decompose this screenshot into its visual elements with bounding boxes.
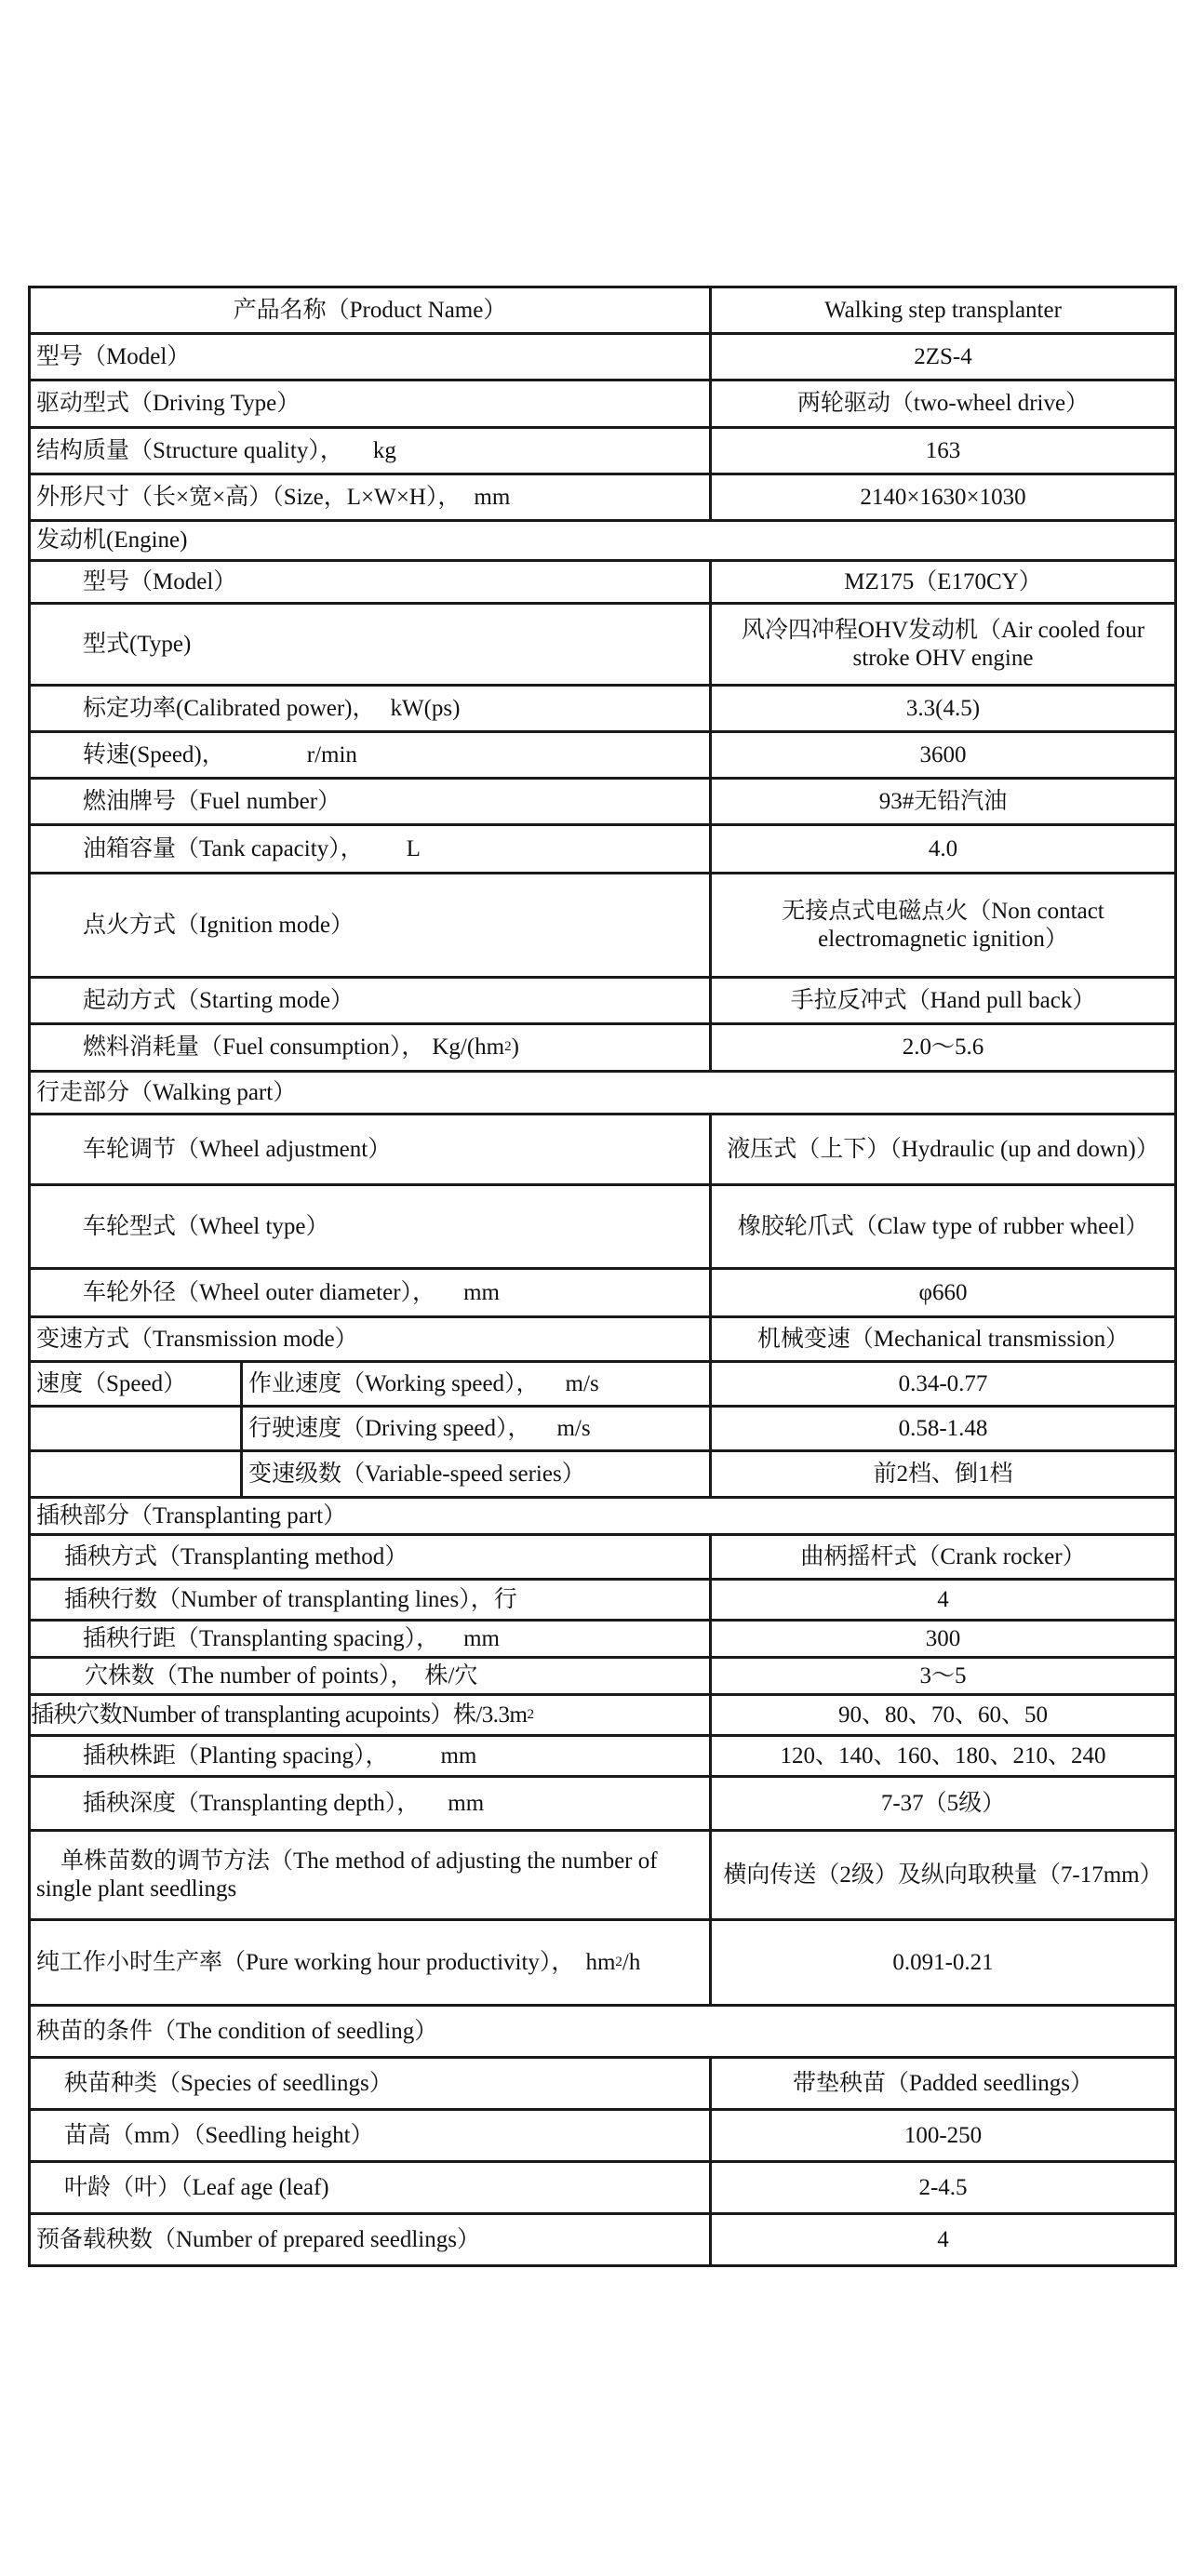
row-value: 100-250 xyxy=(711,2110,1176,2162)
row-label: 燃油牌号（Fuel number） xyxy=(30,779,711,825)
table-row xyxy=(30,380,1176,428)
row-label xyxy=(30,686,711,732)
row-value: 0.58-1.48 xyxy=(711,1407,1176,1451)
row-label xyxy=(30,1831,711,1920)
table-row xyxy=(30,334,1176,380)
label-text: 插秧穴数Number of transplanting acupoints）株/3.3m xyxy=(31,1702,528,1728)
empty-cell xyxy=(30,1451,242,1498)
row-label: 插秧方式（Transplanting method） xyxy=(30,1535,711,1580)
unit-text: hm xyxy=(585,1949,616,1975)
row-value: 93#无铅汽油 xyxy=(711,779,1176,825)
table-row xyxy=(30,1269,1176,1317)
row-value: 手拉反冲式（Hand pull back） xyxy=(711,978,1176,1024)
unit-text: mm xyxy=(463,1279,500,1305)
row-value: 两轮驱动（two-wheel drive） xyxy=(711,380,1176,428)
unit-text: m/s xyxy=(556,1415,591,1441)
row-label: 变速方式（Transmission mode） xyxy=(30,1317,711,1362)
unit-text: m/s xyxy=(565,1370,599,1396)
table-row xyxy=(30,1451,1176,1498)
row-value: 90、80、70、60、50 xyxy=(711,1695,1176,1736)
table-row xyxy=(30,2162,1176,2214)
unit-end: /h xyxy=(622,1949,641,1975)
row-label: 车轮调节（Wheel adjustment） xyxy=(30,1114,711,1185)
row-value: 7-37（5级） xyxy=(711,1777,1176,1831)
table-row xyxy=(30,474,1176,521)
row-value: 4 xyxy=(711,2214,1176,2266)
table-row xyxy=(30,732,1176,779)
table-row xyxy=(30,1658,1176,1695)
unit-end: ) xyxy=(511,1034,519,1060)
row-value: 4 xyxy=(711,1580,1176,1621)
row-label: 型式(Type) xyxy=(30,604,711,686)
product-name-label: 产品名称（Product Name） xyxy=(30,287,711,334)
row-label: 点火方式（Ignition mode） xyxy=(30,874,711,978)
row-value: 前2档、倒1档 xyxy=(711,1451,1176,1498)
spec-table xyxy=(28,286,1177,2267)
row-label: 秧苗种类（Species of seedlings） xyxy=(30,2058,711,2110)
table-row xyxy=(30,978,1176,1024)
row-label: 苗高（mm）（Seedling height） xyxy=(30,2110,711,2162)
table-row xyxy=(30,2006,1176,2058)
row-label xyxy=(30,1777,711,1831)
label-text: 单株苗数的调节方法（The method of adjusting the number of single plant seedlings xyxy=(36,1848,658,1902)
table-row xyxy=(30,1580,1176,1621)
label-text: 行驶速度（Driving speed）， xyxy=(248,1415,531,1441)
section-walking: 行走部分（Walking part） xyxy=(30,1072,1176,1114)
row-value: 0.34-0.77 xyxy=(711,1362,1176,1407)
table-row xyxy=(30,1920,1176,2006)
table-row xyxy=(30,779,1176,825)
table-row xyxy=(30,1621,1176,1658)
unit-text: kg xyxy=(372,437,396,463)
row-value: 4.0 xyxy=(711,825,1176,874)
row-label xyxy=(30,1695,711,1736)
row-value: 2.0～5.6 xyxy=(711,1024,1176,1072)
row-label xyxy=(30,1736,711,1777)
row-label xyxy=(30,1269,711,1317)
table-row xyxy=(30,1024,1176,1072)
label-text: 外形尺寸（长×宽×高）（Size，L×W×H）， xyxy=(36,484,462,510)
row-label xyxy=(30,1024,711,1072)
table-row xyxy=(30,2110,1176,2162)
table-row xyxy=(30,521,1176,561)
row-value: 3600 xyxy=(711,732,1176,779)
table-row xyxy=(30,1114,1176,1185)
label-text: 油箱容量（Tank capacity）， xyxy=(83,835,364,861)
row-label xyxy=(30,428,711,474)
row-value: 橡胶轮爪式（Claw type of rubber wheel） xyxy=(711,1185,1176,1269)
row-value: 带垫秧苗（Padded seedlings） xyxy=(711,2058,1176,2110)
table-row xyxy=(30,604,1176,686)
table-row xyxy=(30,428,1176,474)
row-label: 起动方式（Starting mode） xyxy=(30,978,711,1024)
row-label xyxy=(30,732,711,779)
section-engine: 发动机(Engine) xyxy=(30,521,1176,561)
row-value: 0.091-0.21 xyxy=(711,1920,1176,2006)
label-text: 结构质量（Structure quality）， xyxy=(36,437,343,463)
row-label: 变速级数（Variable-speed series） xyxy=(242,1451,711,1498)
section-transplanting: 插秧部分（Transplanting part） xyxy=(30,1498,1176,1535)
row-value: 曲柄摇杆式（Crank rocker） xyxy=(711,1535,1176,1580)
table-row xyxy=(30,287,1176,334)
speed-group-label: 速度（Speed） xyxy=(30,1362,242,1407)
row-label: 叶龄（叶）（Leaf age (leaf) xyxy=(30,2162,711,2214)
label-superscript: 2 xyxy=(527,1706,534,1722)
row-value: 风冷四冲程OHV发动机（Air cooled four stroke OHV engine xyxy=(711,604,1176,686)
row-label: 驱动型式（Driving Type） xyxy=(30,380,711,428)
row-label xyxy=(242,1407,711,1451)
label-text: 插秧株距（Planting spacing）， xyxy=(83,1742,389,1768)
row-label: 车轮型式（Wheel type） xyxy=(30,1185,711,1269)
label-text: 穴株数（The number of points）， xyxy=(85,1662,414,1688)
section-seedling: 秧苗的条件（The condition of seedling） xyxy=(30,2006,1176,2058)
table-row xyxy=(30,686,1176,732)
row-label: 型号（Model） xyxy=(30,334,711,380)
table-row xyxy=(30,1317,1176,1362)
label-text: 作业速度（Working speed）， xyxy=(248,1370,540,1396)
label-text: 转速(Speed)， xyxy=(83,741,225,767)
unit-text: L xyxy=(406,835,421,861)
unit-text: Kg/(hm xyxy=(432,1034,505,1060)
unit-text: mm xyxy=(440,1742,477,1768)
row-value: φ660 xyxy=(711,1269,1176,1317)
label-text: 插秧深度（Transplanting depth）， xyxy=(83,1790,421,1816)
unit-text: mm xyxy=(463,1625,501,1651)
table-row xyxy=(30,2214,1176,2266)
row-value: 300 xyxy=(711,1621,1176,1658)
table-row xyxy=(30,1736,1176,1777)
table-row xyxy=(30,1072,1176,1114)
row-label xyxy=(30,1658,711,1695)
row-value: 3.3(4.5) xyxy=(711,686,1176,732)
unit-superscript: 2 xyxy=(615,1954,622,1969)
table-row xyxy=(30,825,1176,874)
row-label xyxy=(30,474,711,521)
row-value: 3～5 xyxy=(711,1658,1176,1695)
row-label: 预备载秧数（Number of prepared seedlings） xyxy=(30,2214,711,2266)
table-row xyxy=(30,1407,1176,1451)
row-value: 机械变速（Mechanical transmission） xyxy=(711,1317,1176,1362)
empty-cell xyxy=(30,1407,242,1451)
unit-text: 株/穴 xyxy=(424,1662,478,1688)
row-value: 2140×1630×1030 xyxy=(711,474,1176,521)
table-row xyxy=(30,1831,1176,1920)
row-value: 2-4.5 xyxy=(711,2162,1176,2214)
row-value: 无接点式电磁点火（Non contact electromagnetic ignition） xyxy=(711,874,1176,978)
product-name-value: Walking step transplanter xyxy=(711,287,1176,334)
row-value: MZ175（E170CY） xyxy=(711,561,1176,604)
row-value: 液压式（上下）（Hydraulic (up and down)） xyxy=(711,1114,1176,1185)
row-value: 2ZS-4 xyxy=(711,334,1176,380)
row-label xyxy=(30,1920,711,2006)
unit-text: mm xyxy=(448,1790,485,1816)
unit-text: mm xyxy=(474,484,511,510)
row-label xyxy=(30,1621,711,1658)
unit-superscript: 2 xyxy=(504,1039,512,1054)
table-row xyxy=(30,2058,1176,2110)
table-row xyxy=(30,1498,1176,1535)
label-text: 燃料消耗量（Fuel consumption）， xyxy=(83,1034,425,1060)
row-value: 163 xyxy=(711,428,1176,474)
label-text: 插秧行距（Transplanting spacing）， xyxy=(83,1625,440,1651)
row-label xyxy=(242,1362,711,1407)
table-row xyxy=(30,561,1176,604)
table-row xyxy=(30,1535,1176,1580)
label-text: 标定功率(Calibrated power)， xyxy=(83,695,376,721)
unit-text: r/min xyxy=(306,741,357,767)
label-text: 车轮外径（Wheel outer diameter）， xyxy=(83,1279,436,1305)
table-row xyxy=(30,1185,1176,1269)
row-label: 插秧行数（Number of transplanting lines），行 xyxy=(30,1580,711,1621)
table-row xyxy=(30,1362,1176,1407)
table-row xyxy=(30,1695,1176,1736)
table-row xyxy=(30,1777,1176,1831)
unit-text: kW(ps) xyxy=(390,695,461,721)
row-label: 型号（Model） xyxy=(30,561,711,604)
row-value: 120、140、160、180、210、240 xyxy=(711,1736,1176,1777)
label-text: 纯工作小时生产率（Pure working hour productivity）， xyxy=(36,1949,575,1975)
row-label xyxy=(30,825,711,874)
row-value: 横向传送（2级）及纵向取秧量（7-17mm） xyxy=(711,1831,1176,1920)
table-row xyxy=(30,874,1176,978)
